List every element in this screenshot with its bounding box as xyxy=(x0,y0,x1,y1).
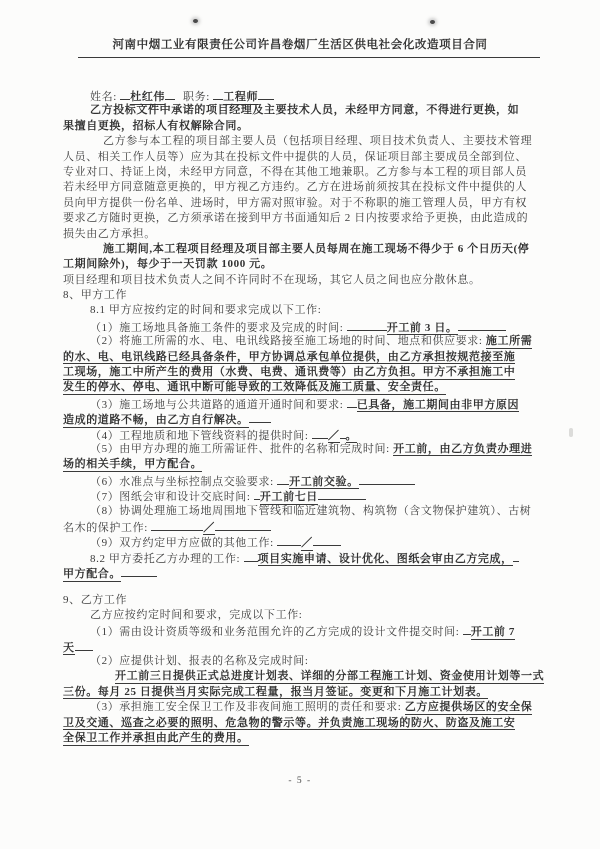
doc-line xyxy=(63,257,555,272)
fill-in-underline xyxy=(215,519,271,531)
text-segment: 施工期间,本工程项目经理及项目部主要人员每周在施工现场不得少于 6 个日历天(停 xyxy=(103,242,530,255)
text-segment: 职务: xyxy=(183,91,214,103)
doc-line xyxy=(63,593,555,608)
fill-in-underline xyxy=(513,550,519,562)
text-segment: （9）双方约定甲方应做的其他工作: xyxy=(90,537,278,550)
text-segment: 乙方投标文件中承诺的项目经理及主要技术人员，未经甲方同意，不得进行更换，如 xyxy=(90,104,520,117)
text-segment: （8）协调处理施工场地周围地下管线和临近建筑物、构筑物（含文物保护建筑）、古树 xyxy=(90,504,532,517)
text-segment: ／ xyxy=(301,537,313,550)
doc-line xyxy=(63,380,555,395)
text-segment: 。 xyxy=(345,429,358,442)
fill-in-underline xyxy=(151,519,203,531)
text-segment: 造成的道路不畅，由乙方自行解决。 xyxy=(63,414,249,427)
text-segment: 若未经甲方同意随意更换的，甲方视乙方违约。乙方在进场前须按其在投标文件中提供的人 xyxy=(63,181,527,194)
text-segment: 项目经理和项目技术负责人之间不许同时不在现场，其它人员之间也应分散休息。 xyxy=(63,273,481,286)
fill-in-underline xyxy=(312,427,328,439)
text-segment: （4）工程地质和地下管线资料的提供时间: xyxy=(90,429,312,442)
doc-line xyxy=(63,211,555,226)
text-segment: 损失由乙方承担。 xyxy=(63,227,156,240)
doc-line xyxy=(90,427,555,442)
text-segment: ／ xyxy=(327,429,340,442)
doc-line xyxy=(90,608,555,623)
text-segment: （2）将施工所需的水、电、电讯线路接至施工场地的时间、地点和供应要求: xyxy=(90,335,486,348)
text-segment: 开工前 7 xyxy=(470,626,515,639)
text-segment: 三份。每月 25 日提供当月实际完成工程量，报当月签证。变更和下月施工计划表。 xyxy=(63,685,488,698)
text-segment: 开工前，由乙方负责办理进 xyxy=(393,442,533,455)
fill-in-underline xyxy=(249,411,271,423)
text-segment: 开工前三日提供正式总进度计划表、详细的分部工程施工计划、资金使用计划等一式 xyxy=(115,670,545,683)
text-segment: （3）施工场地与公共道路的通道开通时间和要求: xyxy=(90,398,347,411)
doc-line xyxy=(90,103,555,118)
text-segment: （1）需由设计资质等级和业务范围允许的乙方完成的设计文件提交时间: xyxy=(90,626,463,639)
scan-speck xyxy=(569,428,573,437)
doc-line xyxy=(63,150,555,165)
doc-line xyxy=(90,334,555,349)
doc-line xyxy=(90,654,555,669)
fill-in-underline xyxy=(258,88,274,100)
doc-line xyxy=(90,473,555,488)
text-segment: 果擅自更换，招标人有权解除合同。 xyxy=(63,119,249,132)
doc-line xyxy=(63,273,555,288)
fill-in-underline xyxy=(244,550,258,562)
fill-in-underline xyxy=(463,623,471,635)
fill-in-underline xyxy=(121,565,157,577)
text-segment: 人员、相关工作人员等）应为其在投标文件中提供的人员，保证项目部主要成员全部到位、 xyxy=(63,150,527,163)
doc-line xyxy=(63,227,555,242)
text-segment: 项目实施申请、设计优化、图纸会审由乙方完成， xyxy=(257,552,513,565)
text-segment: 专业对口、持证上岗，未经甲方同意，不得在其他工地兼职。乙方参与本工程的项目部人员 xyxy=(63,165,527,178)
text-segment: 工期间除外)，每少于一天罚款 1000 元。 xyxy=(63,258,273,271)
text-segment: ／ xyxy=(203,521,215,534)
fill-in-underline xyxy=(347,396,357,408)
fill-in-underline xyxy=(277,534,301,546)
doc-line xyxy=(103,242,555,257)
text-segment: 全保卫工作并承担由此产生的费用。 xyxy=(63,732,249,745)
text-segment: 8、甲方工作 xyxy=(63,289,128,302)
doc-line xyxy=(90,700,555,715)
text-segment: 8.1 甲方应按约定的时间和要求完成以下工作: xyxy=(90,304,322,317)
fill-in-underline xyxy=(318,488,366,500)
fill-in-underline xyxy=(347,319,387,331)
doc-line xyxy=(63,457,555,472)
text-segment: 卫及交通、巡查之必要的照明、危急物的警示等。并负责施工现场的防火、防盗及施工安 xyxy=(63,716,516,729)
scan-artifact-dot xyxy=(193,19,198,23)
text-segment: （7）图纸会审和设计交底时间: xyxy=(90,491,254,504)
doc-line xyxy=(90,88,555,103)
text-segment: 开工前七日 xyxy=(259,491,318,504)
text-segment: 场的相关手续，甲方配合。 xyxy=(63,458,203,471)
doc-line xyxy=(63,350,555,365)
fill-in-underline xyxy=(75,639,93,651)
text-segment: 姓名: xyxy=(90,91,121,103)
text-segment: 已具备，施工期间由非甲方原因 xyxy=(356,398,520,411)
doc-line xyxy=(63,716,555,731)
doc-line xyxy=(63,731,555,746)
doc-line xyxy=(63,288,555,303)
text-segment: 的水、电、电讯线路已经具备条件，甲方协调总承包单位提供，由乙方承担按规范接至施 xyxy=(63,350,516,363)
doc-line xyxy=(90,623,555,638)
fill-in-underline xyxy=(254,488,260,500)
doc-line xyxy=(63,411,555,426)
fill-in-underline xyxy=(165,88,175,100)
fill-in-underline xyxy=(359,473,415,485)
doc-line xyxy=(63,165,555,180)
text-segment: 9、乙方工作 xyxy=(63,593,128,606)
fill-in-underline xyxy=(120,88,130,100)
doc-line xyxy=(103,134,555,149)
doc-line xyxy=(115,669,555,684)
doc-line xyxy=(90,303,555,318)
text-segment: （2）应提供计划、报表的名称及完成时间: xyxy=(90,655,309,668)
document-body xyxy=(63,88,555,746)
text-segment: （1）施工场地具备施工条件的要求及完成的时间: xyxy=(90,321,347,334)
spacer xyxy=(175,89,183,100)
text-segment: 发生的停水、停电、通讯中断可能导致的工效降低及施工质量、安全责任。 xyxy=(63,381,446,394)
text-segment: （5）由甲方办理的施工所需证件、批件的名称和完成时间: xyxy=(90,442,394,455)
text-segment: 员向甲方提供一份名单、进场时，甲方需对照审验。对于不称职的施工管理人员，甲方有权 xyxy=(63,196,527,209)
text-segment: 甲方配合。 xyxy=(63,568,121,581)
text-segment: 工现场，施工中所产生的费用（水费、电费、通讯费等）由乙方负担。甲方不承担施工中 xyxy=(63,366,516,379)
page-number: - 5 - xyxy=(288,776,312,786)
doc-line xyxy=(63,365,555,380)
doc-line xyxy=(90,442,555,457)
doc-line xyxy=(90,534,555,549)
doc-line xyxy=(90,504,555,519)
scan-artifact-dot xyxy=(430,20,435,24)
text-segment: 施工所需 xyxy=(485,335,533,348)
text-segment: 天 xyxy=(63,641,75,654)
header-rule xyxy=(78,57,540,58)
text-segment: （3）承担施工安全保卫工作及非夜间施工照明的责任和要求: xyxy=(90,701,405,714)
text-segment: 乙方应按约定时间和要求，完成以下工作: xyxy=(90,608,303,621)
fill-in-underline xyxy=(458,319,506,331)
doc-line xyxy=(63,519,555,534)
doc-line xyxy=(63,180,555,195)
text-segment: 名木的保护工作: xyxy=(63,521,152,534)
doc-line xyxy=(90,319,555,334)
doc-line xyxy=(63,685,555,700)
fill-in-underline xyxy=(213,88,223,100)
text-segment: 杜红伟 xyxy=(130,91,166,103)
doc-line xyxy=(63,119,555,134)
text-segment: （6）水准点与坐标控制点交验要求: xyxy=(90,475,278,488)
text-segment: 工程师 xyxy=(223,91,259,103)
doc-line xyxy=(90,488,555,503)
doc-line xyxy=(63,196,555,211)
text-segment: 开工前 3 日。 xyxy=(386,321,458,334)
text-segment: 要求乙方随时更换，乙方须承诺在接到甲方书面通知后 2 日内按要求给予更换，由此造成的 xyxy=(63,212,529,225)
text-segment: 开工前交验。 xyxy=(289,475,359,488)
fill-in-underline xyxy=(313,534,341,546)
fill-in-underline xyxy=(340,427,346,439)
doc-line xyxy=(90,396,555,411)
text-segment: 8.2 甲方委托乙方办理的工作: xyxy=(90,552,244,565)
doc-line xyxy=(63,565,555,580)
fill-in-underline xyxy=(277,473,289,485)
doc-line xyxy=(90,550,555,565)
text-segment: 乙方参与本工程的项目部主要人员（包括项目经理、项目技术负责人、主要技术管理 xyxy=(103,135,533,148)
doc-line xyxy=(63,639,555,654)
text-segment: 乙方应提供场区的安全保 xyxy=(404,701,533,714)
document-header-title: 河南中烟工业有限责任公司许昌卷烟厂生活区供电社会化改造项目合同 xyxy=(112,39,488,51)
